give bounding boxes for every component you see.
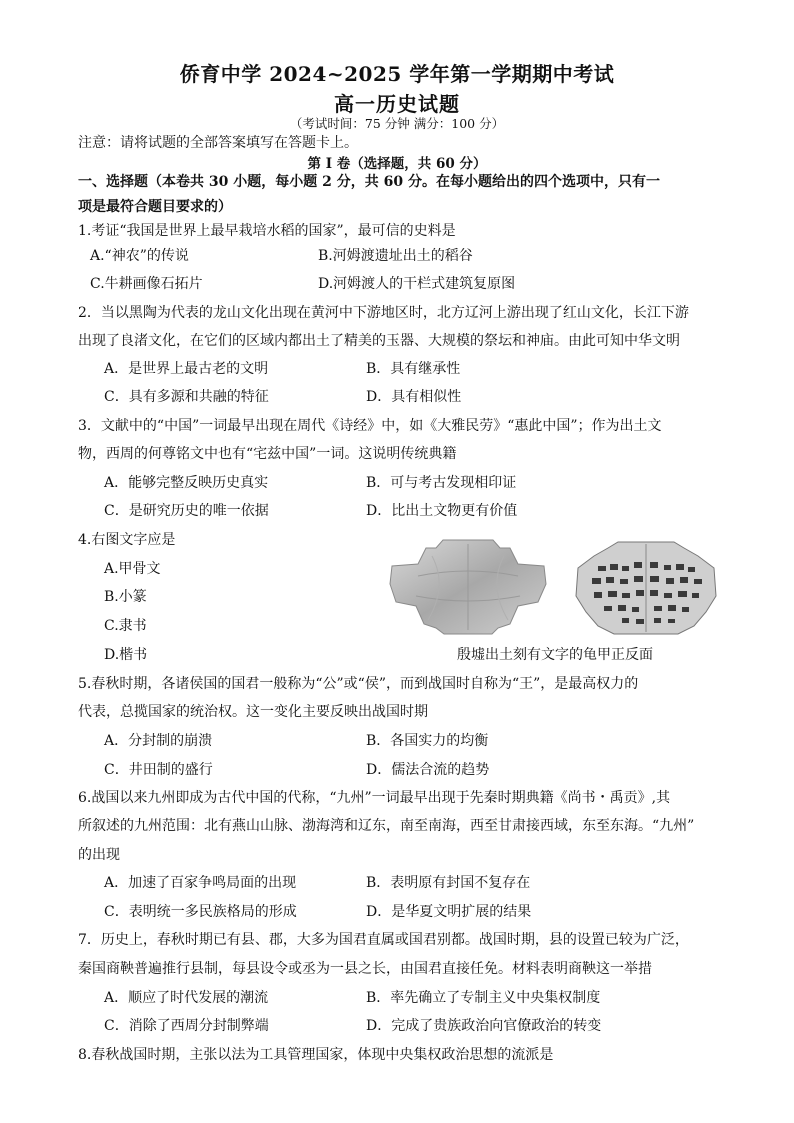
question-6-option-c: C．表明统一多民族格局的形成 — [104, 904, 297, 920]
question-1-option-b: B.河姆渡遗址出土的稻谷 — [318, 248, 473, 264]
question-7-option-d: D．完成了贵族政治向官僚政治的转变 — [366, 1018, 602, 1034]
question-3-stem-line-2: 物，西周的何尊铭文中也有“宅兹中国”一词。这说明传统典籍 — [78, 446, 457, 462]
question-4-stem: 4.右图文字应是 — [78, 532, 176, 548]
question-3-option-a: A．能够完整反映历史真实 — [104, 475, 269, 491]
question-6-stem-line-2: 所叙述的九州范围：北有燕山山脉、渤海湾和辽东，南至南海，西至甘肃接西域，东至东海。“九州” — [78, 818, 695, 834]
question-6-option-b: B．表明原有封国不复存在 — [366, 875, 531, 891]
part-heading: 第 I 卷（选择题，共 60 分） — [307, 156, 487, 172]
question-5-stem-line-2: 代表，总揽国家的统治权。这一变化主要反映出战国时期 — [78, 704, 428, 720]
question-5-stem-line-1: 5.春秋时期，各诸侯国的国君一般称为“公”或“侯”，而到战国时自称为“王”，是最高权力的 — [78, 676, 639, 692]
question-7-option-b: B．率先确立了专制主义中央集权制度 — [366, 990, 601, 1006]
question-7-stem-line-2: 秦国商鞅普遍推行县制，每县设令或丞为一县之长，由国君直接任免。材料表明商鞅这一举措 — [78, 961, 652, 977]
instructions-line-2: 项是最符合题目要求的） — [78, 199, 232, 215]
figure-caption: 殷墟出土刻有文字的龟甲正反面 — [457, 647, 653, 663]
question-4-option-d: D.楷书 — [104, 647, 148, 663]
question-5-option-a: A．分封制的崩溃 — [104, 733, 213, 749]
question-1-stem: 1.考证“我国是世界上最早栽培水稻的国家”，最可信的史料是 — [78, 223, 456, 239]
question-5-option-c: C．井田制的盛行 — [104, 762, 213, 778]
exam-title: 侨育中学 2024~2025 学年第一学期期中考试 — [179, 62, 615, 86]
question-6-stem-line-1: 6.战国以来九州即成为古代中国的代称，“九州”一词最早出现于先秦时期典籍《尚书・禹贡》,其 — [78, 790, 671, 806]
question-2-option-c: C．具有多源和共融的特征 — [104, 389, 269, 405]
question-5-option-b: B．各国实力的均衡 — [366, 733, 489, 749]
question-1-option-a: A.“神农”的传说 — [90, 248, 189, 264]
question-3-stem-line-1: 3．文献中的“中国”一词最早出现在周代《诗经》中，如《大雅民劳》“惠此中国”；作为出土文 — [78, 418, 662, 434]
question-7-option-c: C．消除了西周分封制弊端 — [104, 1018, 269, 1034]
instructions-line-1: 一、选择题（本卷共 30 小题，每小题 2 分，共 60 分。在每小题给出的四个选项中，只有一 — [78, 174, 660, 190]
question-1-option-d: D.河姆渡人的干栏式建筑复原图 — [318, 276, 516, 292]
question-3-option-b: B．可与考古发现相印证 — [366, 475, 517, 491]
notice: 注意：请将试题的全部答案填写在答题卡上。 — [78, 135, 358, 151]
question-2-option-a: A．是世界上最古老的文明 — [104, 361, 269, 377]
question-2-stem-line-1: 2．当以黑陶为代表的龙山文化出现在黄河中下游地区时，北方辽河上游出现了红山文化，长江下游 — [78, 305, 689, 321]
question-2-stem-line-2: 出现了良渚文化，在它们的区域内都出土了精美的玉器、大规模的祭坛和神庙。由此可知中华文明 — [78, 333, 680, 349]
turtle-shell-back-image — [574, 538, 718, 638]
question-2-option-d: D．具有相似性 — [366, 389, 462, 405]
question-6-stem-line-3: 的出现 — [78, 847, 120, 863]
question-8-stem: 8.春秋战国时期，主张以法为工具管理国家，体现中央集权政治思想的流派是 — [78, 1047, 554, 1063]
question-7-option-a: A．顺应了时代发展的潮流 — [104, 990, 269, 1006]
exam-subject: 高一历史试题 — [334, 92, 460, 116]
question-6-option-a: A．加速了百家争鸣局面的出现 — [104, 875, 297, 891]
exam-info: （考试时间：75 分钟 满分：100 分） — [289, 116, 505, 131]
question-1-option-c: C.牛耕画像石拓片 — [90, 276, 203, 292]
question-3-option-d: D．比出土文物更有价值 — [366, 503, 518, 519]
question-4-option-c: C.隶书 — [104, 618, 147, 634]
question-5-option-d: D．儒法合流的趋势 — [366, 762, 490, 778]
question-6-option-d: D．是华夏文明扩展的结果 — [366, 904, 532, 920]
question-3-option-c: C．是研究历史的唯一依据 — [104, 503, 269, 519]
turtle-shell-front-image — [388, 536, 548, 636]
question-4-option-a: A.甲骨文 — [104, 561, 161, 577]
question-7-stem-line-1: 7．历史上，春秋时期已有县、郡，大多为国君直属或国君别都。战国时期，县的设置已较为广泛， — [78, 932, 689, 948]
question-2-option-b: B．具有继承性 — [366, 361, 461, 377]
question-4-option-b: B.小篆 — [104, 589, 147, 605]
